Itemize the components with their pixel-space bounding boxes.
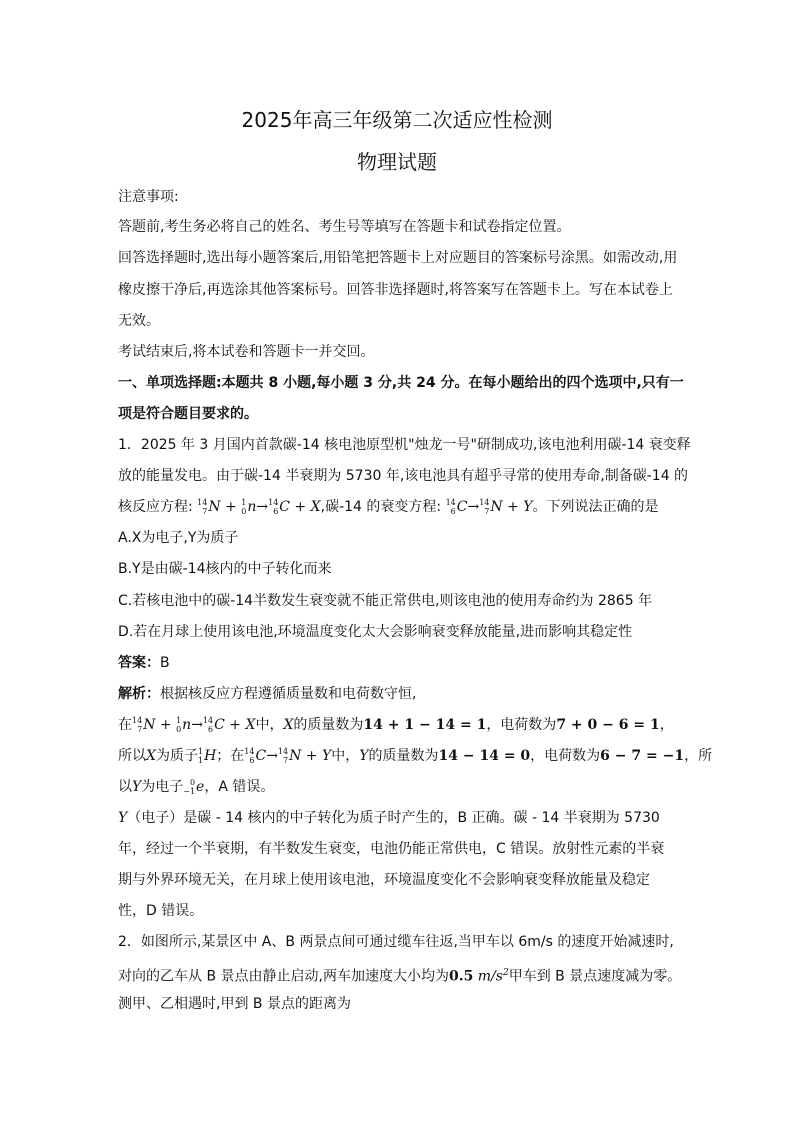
q2-stem-line-2: 对向的乙车从 B 景点由静止启动,两车加速度大小均为0.5 $m/s^2$甲车到 B 景点速度减为零。 <box>118 968 682 985</box>
q1-analysis-line-3: 所以X为质子 1 1 H；在 14 6 C→ 14 7 N + Y中，Y的质量数为14 − 14 = 0，电荷数为6 − 7 = −1，所 <box>118 747 713 765</box>
q1-analysis-line-7: 期与外界环境无关，在月球上使用该电池，环境温度变化不会影响衰变释放能量及稳定 <box>118 872 650 888</box>
notes-heading: 注意事项: <box>118 189 179 205</box>
page-subtitle: 物理试题 <box>357 150 437 174</box>
q1-analysis-line-5: Y（电子）是碳 - 14 核内的中子转化为质子时产生的，B 正确。碳 - 14 半衰期为 5730 <box>118 810 660 826</box>
q1-analysis-line-1: 解析：根据核反应方程遵循质量数和电荷数守恒, <box>118 686 417 702</box>
q2-stem-line-1: 2．如图所示,某景区中 A、B 两景点间可通过缆车往返,当甲车以 6m/s 的速度开始减速时, <box>118 934 674 950</box>
q1-option-d: D.若在月球上使用该电池,环境温度变化太大会影响衰变释放能量,进而影响其稳定性 <box>118 624 633 640</box>
q1-option-b: B.Y是由碳-14核内的中子转化而来 <box>118 561 332 577</box>
q1-answer: 答案：B <box>118 655 170 671</box>
notes-item-2-line-1: 回答选择题时,选出每小题答案后,用铅笔把答题卡上对应题目的答案标号涂黑。如需改动,用 <box>118 250 678 266</box>
q1-stem-line-3: 核反应方程: 14 7 N + 1 0 n→ 14 6 C + X,碳-14 的衰变方程: 14 6 C→ 14 7 N + Y。下列说法正确的是 <box>118 498 659 516</box>
q2-stem-line-3: 测甲、乙相遇时,甲到 B 景点的距离为 <box>118 996 351 1012</box>
q1-analysis-line-2: 在 14 7 N + 1 0 n→ 14 6 C + X中，X的质量数为14 + 1 − 14 = 1，电荷数为7 + 0 − 6 = 1， <box>118 716 674 734</box>
fusion-equation-inline: 14 7 N + 1 0 n→ 14 6 C + X <box>132 716 256 734</box>
notes-item-3: 考试结束后,将本试卷和答题卡一并交回。 <box>118 344 375 360</box>
q1-stem-text: 核反应方程: <box>118 499 198 515</box>
fusion-equation: 14 7 N + 1 0 n→ 14 6 C + X <box>197 498 321 516</box>
page-title: 2025年高三年级第二次适应性检测 <box>241 108 553 132</box>
notes-item-2-line-3: 无效。 <box>118 313 160 329</box>
q1-analysis-line-4: 以Y为电子 0 −1 e，A 错误。 <box>118 778 275 796</box>
notes-item-2-line-2: 橡皮擦干净后,再选涂其他答案标号。回答非选择题时,将答案写在答题卡上。写在本试卷上 <box>118 282 673 298</box>
decay-equation: 14 6 C→ 14 7 N + Y <box>445 498 533 516</box>
q1-option-c: C.若核电池中的碳-14半数发生衰变就不能正常供电,则该电池的使用寿命约为 2865 年 <box>118 593 653 609</box>
decay-equation-inline: 14 6 C→ 14 7 N + Y <box>244 747 332 765</box>
notes-item-1: 答题前,考生务必将自己的姓名、考生号等填写在答题卡和试卷指定位置。 <box>118 219 571 235</box>
electron-symbol: 0 −1 e <box>183 778 205 796</box>
q1-analysis-line-8: 性，D 错误。 <box>118 903 204 919</box>
proton-symbol: 1 1 H <box>197 747 217 765</box>
section-heading-line-1: 一、单项选择题:本题共 8 小题,每小题 3 分,共 24 分。在每小题给出的四个选项中,只有一 <box>118 375 684 391</box>
q1-analysis-line-6: 年，经过一个半衰期，有半数发生衰变，电池仍能正常供电，C 错误。放射性元素的半衰 <box>118 841 665 857</box>
q1-stem-line-1: 1．2025 年 3 月国内首款碳-14 核电池原型机"烛龙一号"研制成功,该电池利用碳-14 衰变释 <box>118 437 691 453</box>
q1-stem-line-2: 放的能量发电。由于碳-14 半衰期为 5730 年,该电池具有超乎寻常的使用寿命,制备碳-14 的 <box>118 468 689 484</box>
section-heading-line-2: 项是符合题目要求的。 <box>118 406 258 422</box>
q1-option-a: A.X为电子,Y为质子 <box>118 530 239 546</box>
